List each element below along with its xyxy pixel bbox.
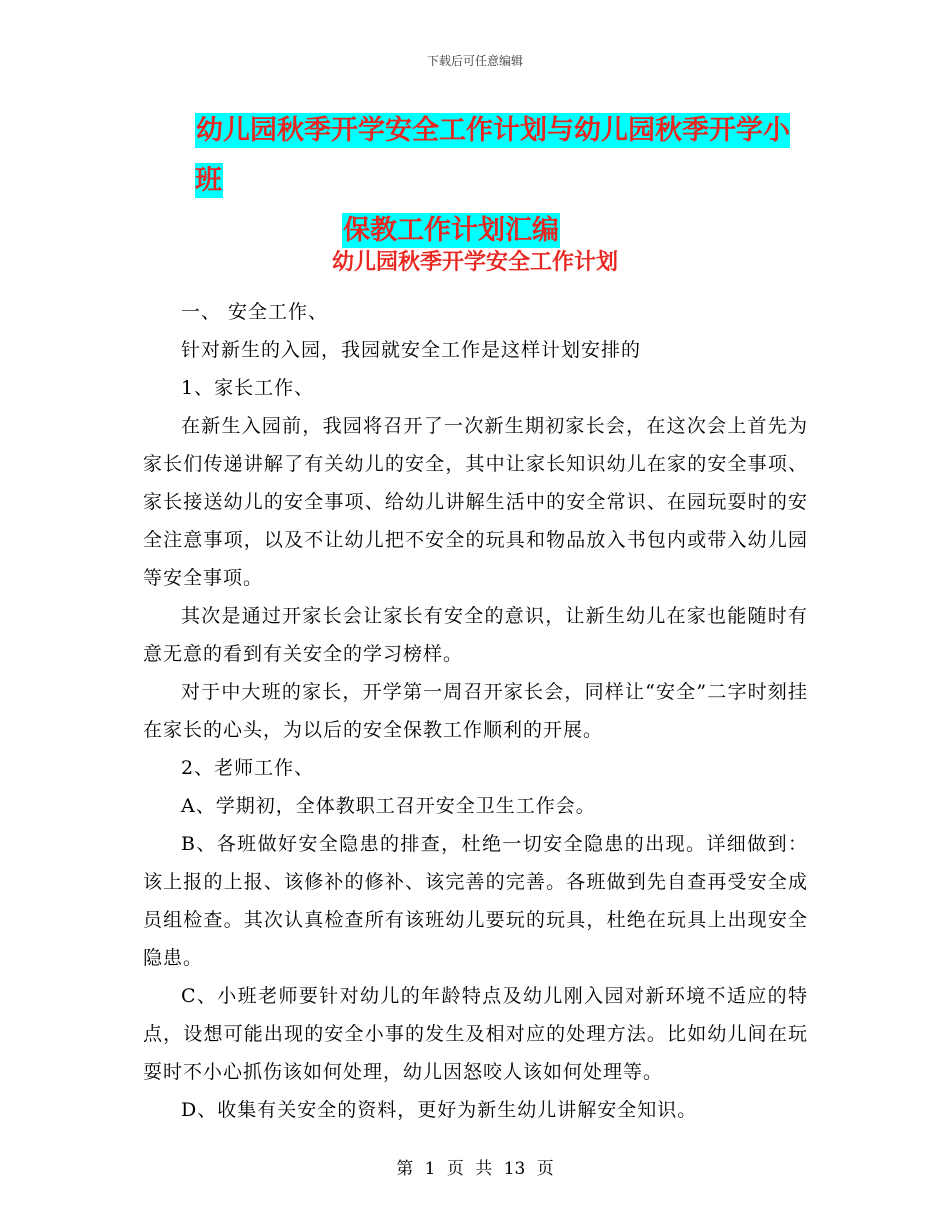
body-text — [143, 293, 808, 1129]
paragraph: 针对新生的入园，我园就安全工作是这样计划安排的 — [181, 339, 642, 361]
document-title-line-2: 保教工作计划汇编 — [343, 215, 559, 246]
paragraph: B、各班做好安全隐患的排查，杜绝一切安全隐患的出现。详细做到：该上报的上报、该修补的修补、该完善的完善。各班做到先自查再受安全成员组检查。其次认真检查所有该班幼儿要玩的玩具，杜绝在玩具上出现安全隐患。 — [143, 833, 808, 969]
document-title — [195, 106, 805, 256]
paragraph: 对于中大班的家长，开学第一周召开家长会，同样让“安全”二字时刻挂在家长的心头，为以后的安全保教工作顺利的开展。 — [143, 681, 808, 741]
paragraph: 在新生入园前，我园将召开了一次新生期初家长会，在这次会上首先为家长们传递讲解了有关幼儿的安全，其中让家长知识幼儿在家的安全事项、家长接送幼儿的安全事项、给幼儿讲解生活中的安全常识、在园玩耍时的安全注意事项，以及不让幼儿把不安全的玩具和物品放入书包内或带入幼儿园等安全事项。 — [143, 415, 808, 589]
paragraph: 2、老师工作、 — [181, 757, 315, 779]
page-footer: 第 1 页 共 13 页 — [396, 1159, 554, 1179]
document-title-line-1: 幼儿园秋季开学安全工作计划与幼儿园秋季开学小班 — [195, 115, 790, 196]
section-title: 幼儿园秋季开学安全工作计划 — [331, 249, 618, 275]
paragraph: 其次是通过开家长会让家长有安全的意识，让新生幼儿在家也能随时有意无意的看到有关安全的学习榜样。 — [143, 605, 808, 665]
paragraph: 1、家长工作、 — [181, 377, 315, 399]
paragraph: D、收集有关安全的资料，更好为新生幼儿讲解安全知识。 — [181, 1099, 698, 1121]
paragraph: C、小班老师要针对幼儿的年龄特点及幼儿刚入园对新环境不适应的特点，设想可能出现的安全小事的发生及相对应的处理方法。比如幼儿间在玩耍时不小心抓伤该如何处理，幼儿因怒咬人该如何处理等。 — [143, 985, 808, 1083]
paragraph: A、学期初，全体教职工召开安全卫生工作会。 — [181, 795, 596, 817]
header-note: 下载后可任意编辑 — [426, 54, 523, 68]
paragraph: 一、 安全工作、 — [181, 301, 329, 323]
